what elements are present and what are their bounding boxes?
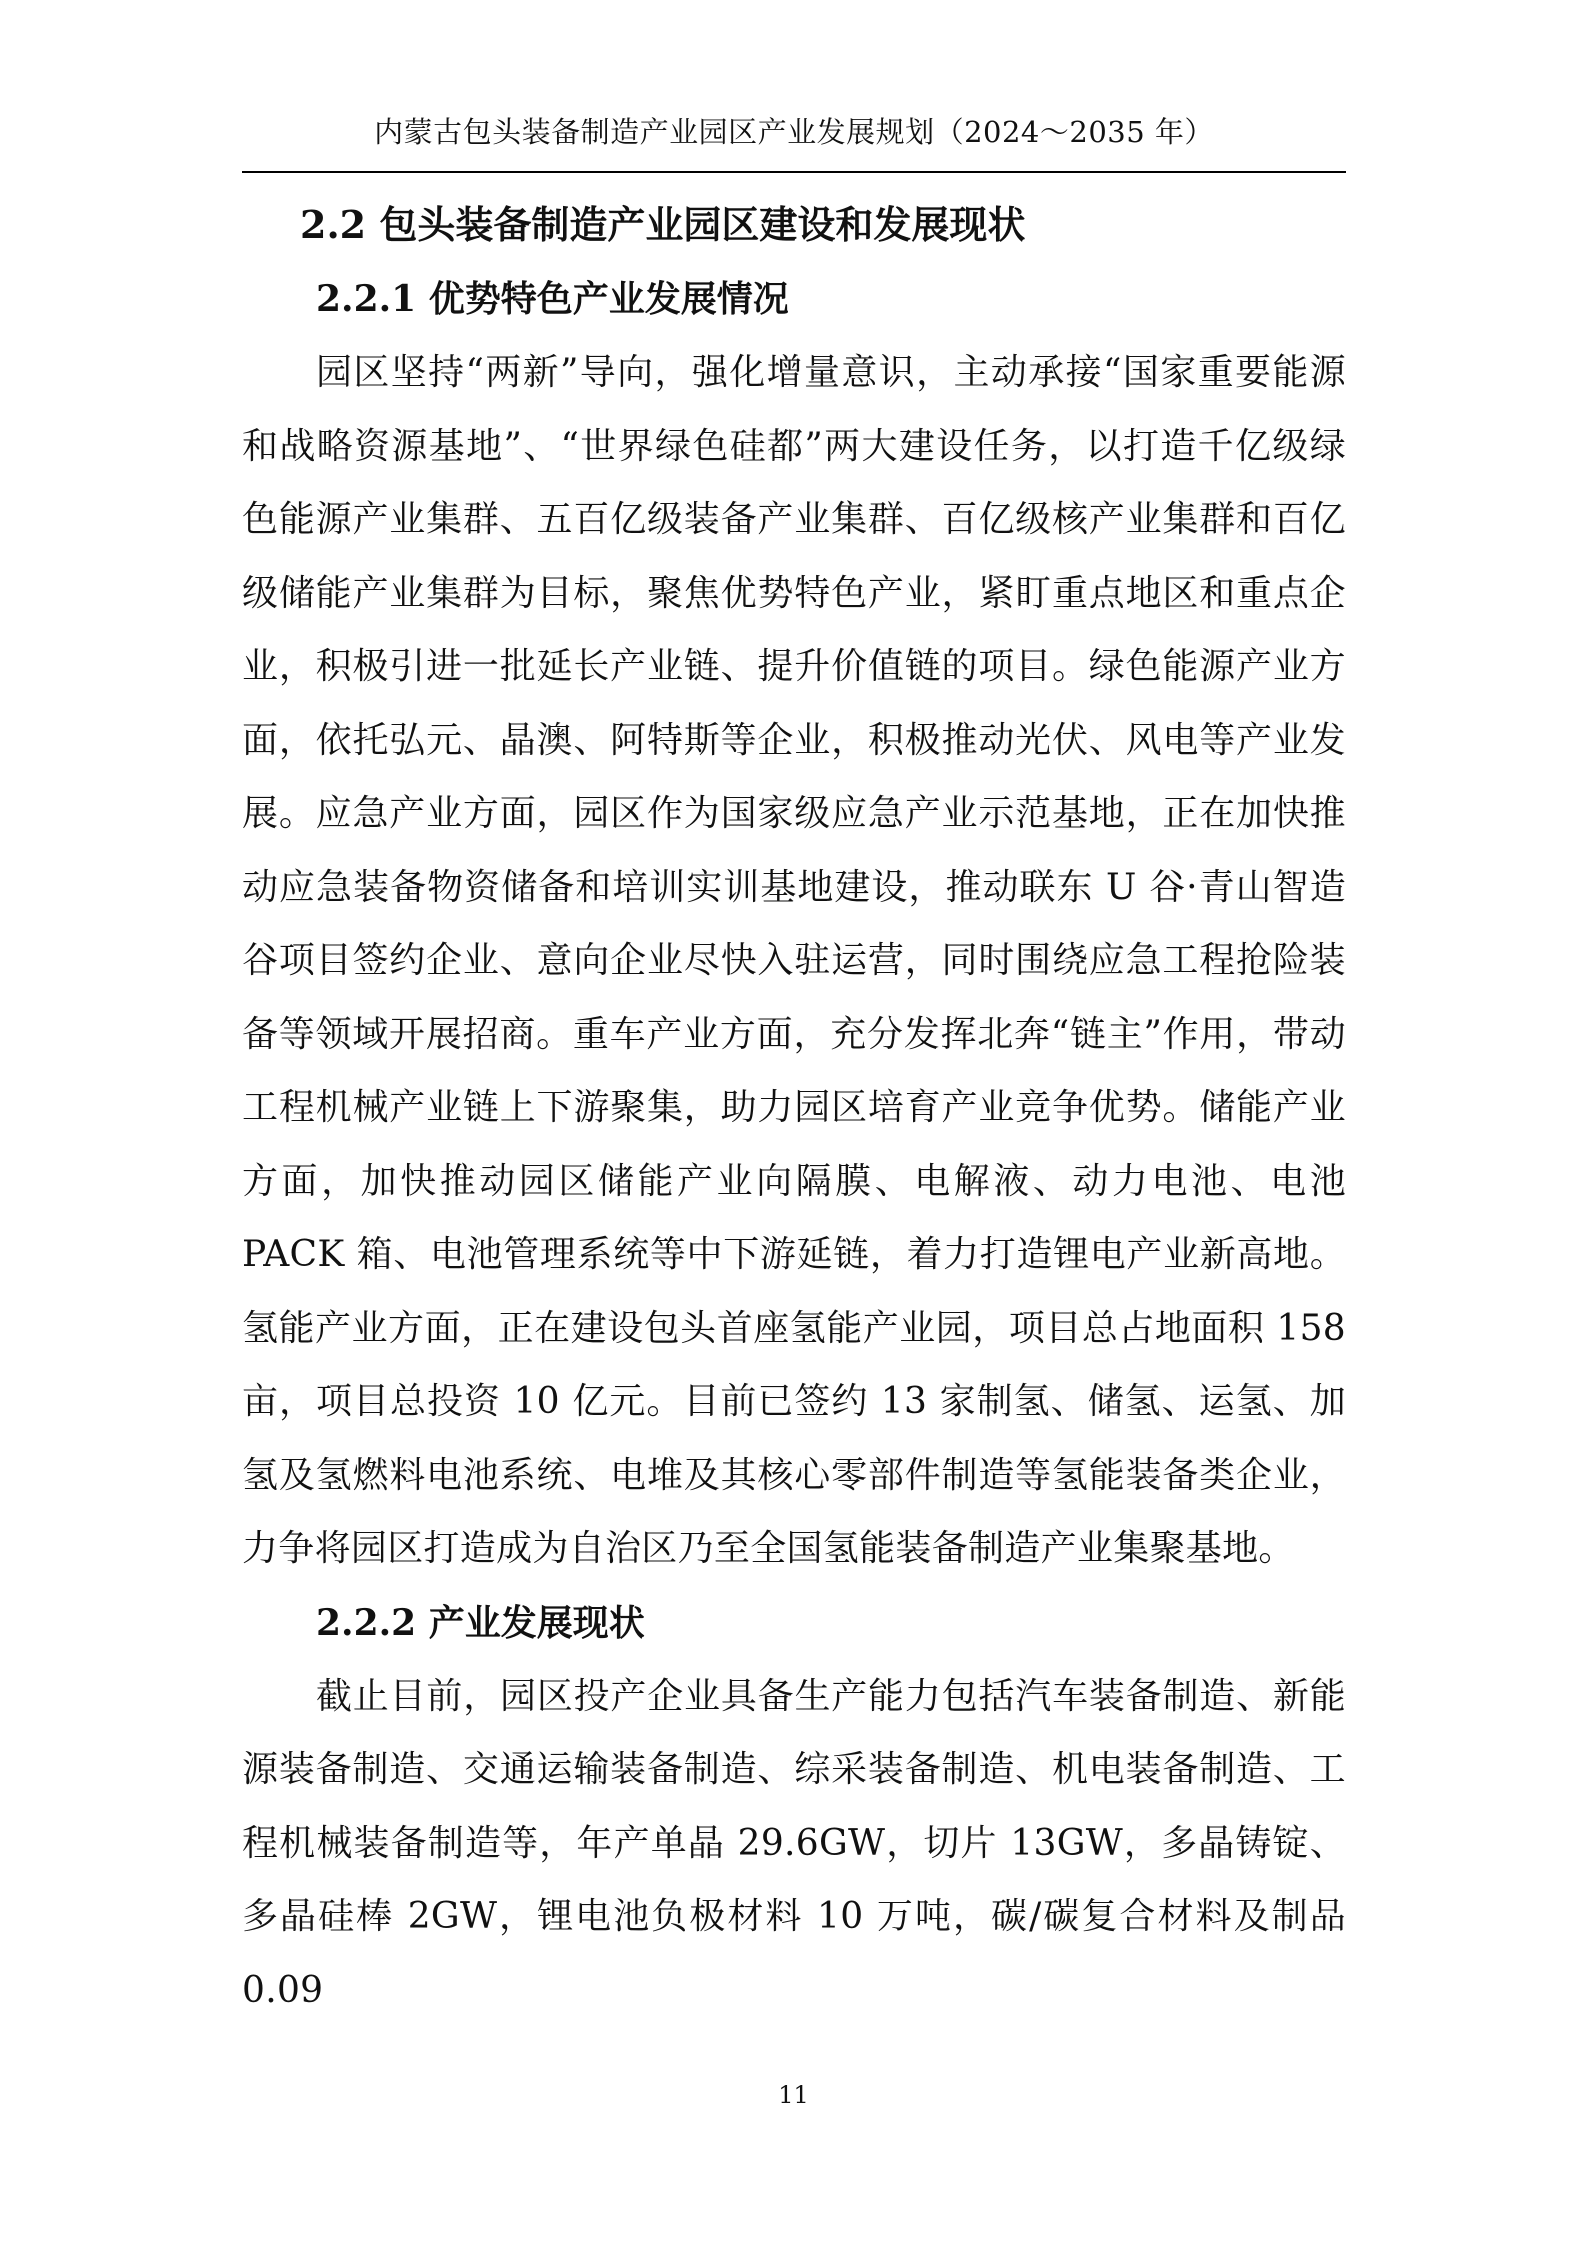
paragraph-advantage-industries: 园区坚持“两新”导向，强化增量意识，主动承接“国家重要能源和战略资源基地”、“世界绿色硅都”两大建设任务，以打造千亿级绿色能源产业集群、五百亿级装备产业集群、百亿级核产业集群和百亿级储能产业集群为目标，聚焦优势特色产业，紧盯重点地区和重点企业，积极引进一批延长产业链、提升价值链的项目。绿色能源产业方面，依托弘元、晶澳、阿特斯等企业，积极推动光伏、风电等产业发展。应急产业方面，园区作为国家级应急产业示范基地，正在加快推动应急装备物资储备和培训实训基地建设，推动联东 U 谷·青山智造谷项目签约企业、意向企业尽快入驻运营，同时围绕应急工程抢险装备等领域开展招商。重车产业方面，充分发挥北奔“链主”作用，带动工程机械产业链上下游聚集，助力园区培育产业竞争优势。储能产业方面，加快推动园区储能产业向隔膜、电解液、动力电池、电池 PACK 箱、电池管理系统等中下游延链，着力打造锂电产业新高地。氢能产业方面，正在建设包头首座氢能产业园，项目总占地面积 158 亩，项目总投资 10 亿元。目前已签约 13 家制氢、储氢、运氢、加氢及氢燃料电池系统、电堆及其核心零部件制造等氢能装备类企业，力争将园区打造成为自治区乃至全国氢能装备制造产业集聚基地。 [242,352,1346,1569]
running-header: 内蒙古包头装备制造产业园区产业发展规划（2024～2035 年） [374,115,1214,149]
header-divider [242,171,1346,173]
paragraph-industry-status: 截止目前，园区投产企业具备生产能力包括汽车装备制造、新能源装备制造、交通运输装备制造、综采装备制造、机电装备制造、工程机械装备制造等，年产单晶 29.6GW，切片 13GW，多晶铸锭、多晶硅棒 2GW，锂电池负极材料 10 万吨，碳/碳复合材料及制品 0.09 [242,1675,1346,2011]
section-heading: 2.2 包头装备制造产业园区建设和发展现状 [300,202,1026,247]
subsection-heading-industry-status: 2.2.2 产业发展现状 [316,1601,645,1644]
subsection-heading-advantage-industries: 2.2.1 优势特色产业发展情况 [316,278,789,320]
page-number: 11 [778,2081,809,2109]
page-content [242,188,1346,2027]
